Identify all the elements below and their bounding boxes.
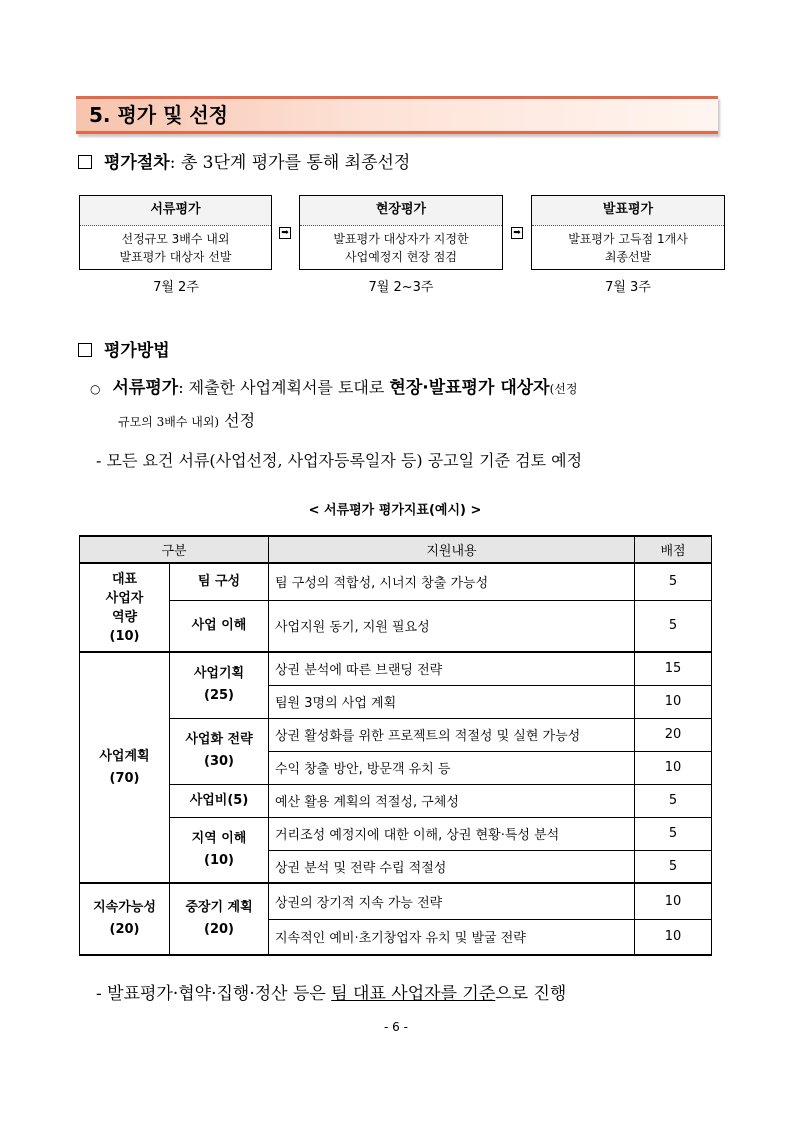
arrow-right-icon: ➡ [279, 227, 291, 239]
subgroup-name: 사업기획 (25) [170, 652, 269, 718]
process-step-title: 현장평가 [300, 196, 502, 226]
evaluation-table [79, 535, 712, 956]
doc-eval-scale: 규모의 3배수 내외) [118, 415, 220, 429]
footer-note [96, 982, 566, 1006]
process-step-title: 서류평가 [80, 196, 271, 226]
table-cell-score: 5 [635, 817, 712, 850]
table-cell-score: 5 [635, 600, 712, 652]
table-cell-score: 15 [635, 652, 712, 685]
table-row [80, 652, 712, 685]
subgroup-name: 사업화 전략 (30) [170, 718, 269, 784]
table-cell-score: 20 [635, 718, 712, 751]
subgroup-name: 팀 구성 [170, 563, 269, 600]
checkbox-square-icon [78, 343, 92, 357]
table-cell-score: 10 [635, 685, 712, 718]
table-cell-content: 수익 창출 방안, 방문객 유치 등 [269, 751, 635, 784]
method-heading [78, 339, 170, 363]
header-score: 배점 [635, 536, 712, 563]
process-step-line: 최종선발 [604, 250, 652, 264]
footer-note-post: 으로 진행 [495, 984, 567, 1004]
process-step-line: 선정규모 3배수 내외 [121, 232, 230, 246]
table-cell-score: 10 [635, 751, 712, 784]
process-step-2 [299, 195, 503, 270]
table-cell-content: 팀 구성의 적합성, 시너지 창출 가능성 [269, 563, 635, 600]
process-step-week: 7월 2주 [153, 280, 199, 295]
checkbox-square-icon [78, 155, 92, 169]
process-step-line: 발표평가 대상자가 지정한 [333, 232, 469, 246]
process-step-3 [531, 195, 725, 270]
table-cell-content: 거리조성 예정지에 대한 이해, 상권 현황·특성 분석 [269, 817, 635, 850]
table-cell-content: 팀원 3명의 사업 계획 [269, 685, 635, 718]
table-cell-score: 5 [635, 563, 712, 600]
process-step-line: 발표평가 대상자 선발 [119, 250, 232, 264]
process-step-week: 7월 2~3주 [368, 280, 434, 295]
table-cell-content: 사업지원 동기, 지원 필요성 [269, 600, 635, 652]
process-step-line: 발표평가 고득점 1개사 [568, 232, 688, 246]
doc-eval-end: 선정 [219, 411, 256, 430]
header-content: 지원내용 [269, 536, 635, 563]
procedure-label: 평가절차 [104, 153, 170, 173]
table-cell-content: 상권 활성화를 위한 프로젝트의 적절성 및 실현 가능성 [269, 718, 635, 751]
section-title: 5. 평가 및 선정 [89, 103, 229, 127]
process-step-line: 사업예정지 현장 점검 [345, 250, 457, 264]
group-name: 대표 사업자 역량 (10) [80, 563, 170, 652]
group-name: 지속가능성 (20) [80, 883, 170, 955]
process-step-week: 7월 3주 [605, 280, 651, 295]
header-category: 구분 [80, 536, 269, 563]
doc-eval-paren: (선정 [549, 382, 578, 396]
circle-bullet-icon: ○ [90, 382, 101, 396]
table-cell-content: 상권의 장기적 지속 가능 전략 [269, 883, 635, 919]
subgroup-name: 사업 이해 [170, 600, 269, 652]
doc-eval-bullet [90, 377, 577, 400]
doc-eval-target: 현장·발표평가 대상자 [389, 378, 550, 398]
subgroup-name: 중장기 계획 (20) [170, 883, 269, 955]
table-row [80, 784, 712, 817]
arrow-right-icon: ➡ [511, 227, 523, 239]
subgroup-name: 사업비(5) [170, 784, 269, 817]
procedure-text: : 총 3단계 평가를 통해 최종선정 [169, 153, 411, 173]
procedure-heading [78, 151, 410, 175]
doc-eval-bullet-cont [118, 410, 255, 433]
table-caption: < 서류평가 평가지표(예시) > [308, 503, 482, 518]
table-row [80, 718, 712, 751]
table-cell-score: 10 [635, 919, 712, 955]
table-cell-content: 예산 활용 계획의 적절성, 구체성 [269, 784, 635, 817]
table-cell-content: 지속적인 예비·초기창업자 유치 및 발굴 전략 [269, 919, 635, 955]
table-cell-score: 10 [635, 883, 712, 919]
table-row [80, 563, 712, 600]
process-step-title: 발표평가 [532, 196, 724, 226]
footer-note-underlined: 팀 대표 사업자를 기준 [331, 984, 496, 1004]
requirement-note: - 모든 요건 서류(사업선정, 사업자등록일자 등) 공고일 기준 검토 예정 [96, 451, 583, 470]
group-name: 사업계획 (70) [80, 652, 170, 883]
table-cell-score: 5 [635, 784, 712, 817]
subgroup-name: 지역 이해 (10) [170, 817, 269, 883]
table-cell-content: 상권 분석 및 전략 수립 적절성 [269, 850, 635, 883]
table-row [80, 883, 712, 919]
footer-note-pre: - 발표평가·협약·집행·정산 등은 [96, 984, 332, 1004]
doc-eval-text: : 제출한 사업계획서를 토대로 [178, 378, 390, 397]
table-cell-score: 5 [635, 850, 712, 883]
process-step-1 [79, 195, 272, 270]
table-row [80, 600, 712, 652]
page-number: - 6 - [384, 1020, 408, 1034]
table-row [80, 817, 712, 850]
doc-eval-label: 서류평가 [112, 378, 179, 398]
method-label: 평가방법 [104, 341, 170, 361]
table-cell-content: 상권 분석에 따른 브랜딩 전략 [269, 652, 635, 685]
